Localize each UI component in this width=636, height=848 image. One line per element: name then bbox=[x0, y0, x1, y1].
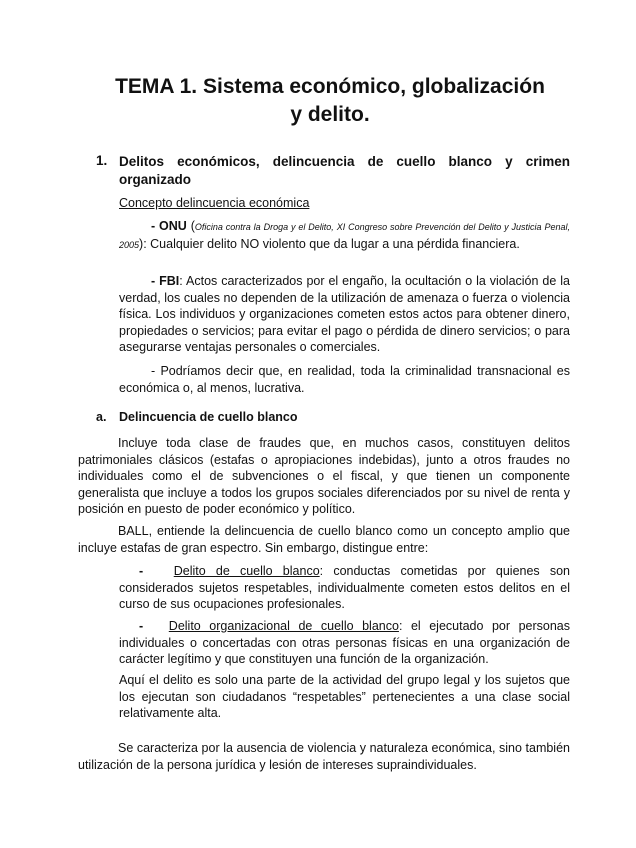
list-dash: - bbox=[139, 619, 144, 633]
page-title bbox=[80, 73, 580, 129]
onu-source-open: ( bbox=[190, 219, 195, 233]
list-item-cuello-blanco bbox=[119, 563, 570, 613]
fbi-bullet: - FBI bbox=[151, 274, 180, 288]
item2-text: : el ejecutado por personas individuales o concertadas con otras personas físicas en una organización de carácter legítimo y que constituyen una función de la organización. bbox=[119, 619, 571, 666]
onu-text: ): Cualquier delito NO violento que da lugar a una pérdida financiera. bbox=[139, 236, 520, 251]
onu-definition bbox=[119, 218, 570, 253]
concept-label: Concepto delincuencia económica bbox=[119, 196, 310, 210]
list-dash: - bbox=[139, 564, 144, 578]
paragraph-caracteriza: Se caracteriza por la ausencia de violencia y naturaleza económica, sino también utilización de la persona jurídica y lesión de intereses supraindividuales. bbox=[78, 741, 570, 772]
paragraph-fraudes: Incluye toda clase de fraudes que, en muchos casos, constituyen delitos patrimoniales clásicos (estafas o apropiaciones indebidas), junto a otros fraudes no individuales como el de subvenciones o el fiscal, y que tienen un componente generalista que incluye a todos los grupos sociales diferenciados por su nivel de renta y posición en puesto de poder económico y político. bbox=[78, 436, 570, 516]
subsection-letter: a. bbox=[96, 410, 107, 424]
paragraph-ball: BALL, entiende la delincuencia de cuello blanco como un concepto amplio que incluye estafas de gran espectro. Sin embargo, distingue entre: bbox=[78, 524, 570, 555]
term-organizacional: Delito organizacional de cuello blanco bbox=[168, 619, 399, 633]
onu-source: Oficina contra la Droga y el Delito, XI Congreso sobre Prevención del Delito y Justicia Penal, 2005 bbox=[119, 222, 570, 250]
section-number: 1. bbox=[96, 153, 108, 168]
fbi-definition bbox=[119, 273, 570, 356]
paragraph-aqui: Aquí el delito es solo una parte de la actividad del grupo legal y los sujetos que los ejecutan son ciudadanos “respetables” pertenecientes a una clase social relativamente alta. bbox=[119, 673, 570, 720]
list-item-organizacional bbox=[119, 618, 570, 668]
title-line-2: y delito. bbox=[290, 103, 370, 126]
section-heading: Delitos económicos, delincuencia de cuello blanco y crimen organizado bbox=[119, 154, 570, 187]
fbi-text: : Actos caracterizados por el engaño, la ocultación o la violación de la verdad, los cuales no dependen de la utilización de amenaza o fuerza o violencia física. Los individuos y organizaciones cometen estos actos para obtener dinero, propiedades o servicios; para evitar el pago o pérdida de dinero servicios; o para asegurarse ventajas personales o comerciales. bbox=[119, 274, 570, 354]
subsection-heading: Delincuencia de cuello blanco bbox=[119, 410, 298, 424]
term-cuello-blanco: Delito de cuello blanco bbox=[173, 564, 320, 578]
onu-bullet: - ONU bbox=[151, 219, 187, 233]
item1-text: : conductas cometidas por quienes son considerados sujetos respetables, individualmente cometen estos delitos en el curso de sus ocupaciones profesionales. bbox=[119, 564, 571, 611]
title-line-1: TEMA 1. Sistema económico, globalización bbox=[115, 75, 545, 98]
transnational-note: - Podríamos decir que, en realidad, toda la criminalidad transnacional es económica o, al menos, lucrativa. bbox=[119, 364, 570, 395]
